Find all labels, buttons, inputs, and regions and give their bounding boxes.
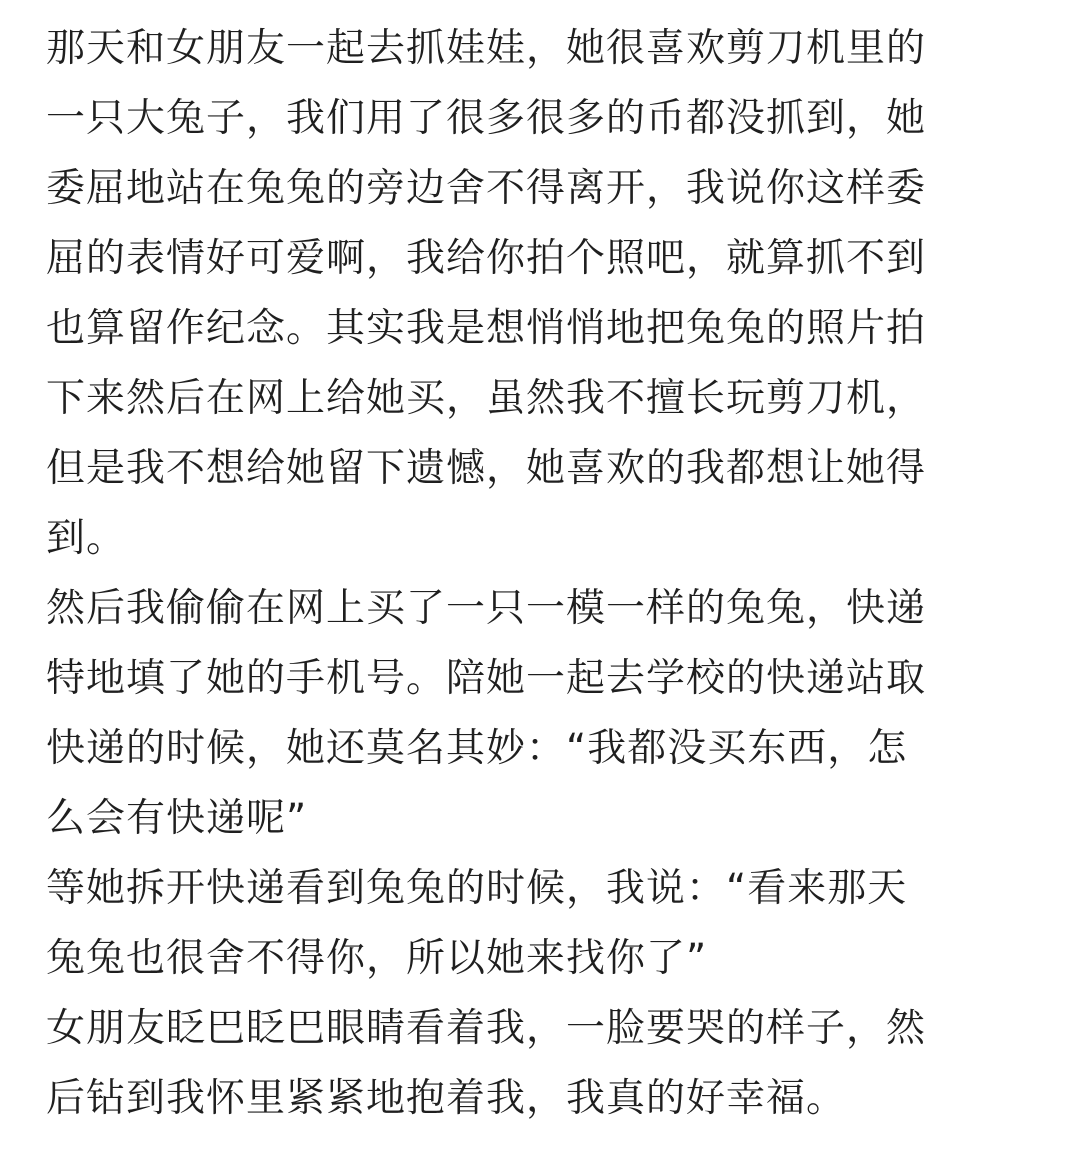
text-line: 么会有快递呢” [46,796,308,841]
text-line: 一只大兔子，我们用了很多很多的币都没抓到，她 [46,96,927,141]
text-line: 屈的表情好可爱啊，我给你拍个照吧，就算抓不到 [46,236,927,281]
text-line: 也算留作纪念。其实我是想悄悄地把兔兔的照片拍 [46,306,927,351]
text-line: 兔兔也很舍不得你，所以她来找你了” [46,936,708,981]
text-line: 委屈地站在兔兔的旁边舍不得离开，我说你这样委 [46,166,927,211]
text-line: 下来然后在网上给她买，虽然我不擅长玩剪刀机， [46,376,927,421]
text-line: 那天和女朋友一起去抓娃娃，她很喜欢剪刀机里的 [46,26,927,71]
post-text [46,14,1036,1134]
text-line: 特地填了她的手机号。陪她一起去学校的快递站取 [46,656,927,701]
text-line: 快递的时候，她还莫名其妙：“我都没买东西，怎 [46,726,908,771]
text-line: 但是我不想给她留下遗憾，她喜欢的我都想让她得 [46,446,927,491]
text-line: 然后我偷偷在网上买了一只一模一样的兔兔，快递 [46,586,927,631]
text-line: 女朋友眨巴眨巴眼睛看着我，一脸要哭的样子，然 [46,1006,927,1051]
text-line: 到。 [46,516,127,561]
text-line: 等她拆开快递看到兔兔的时候，我说：“看来那天 [46,866,908,911]
text-line: 后钻到我怀里紧紧地抱着我，我真的好幸福。 [46,1076,847,1121]
